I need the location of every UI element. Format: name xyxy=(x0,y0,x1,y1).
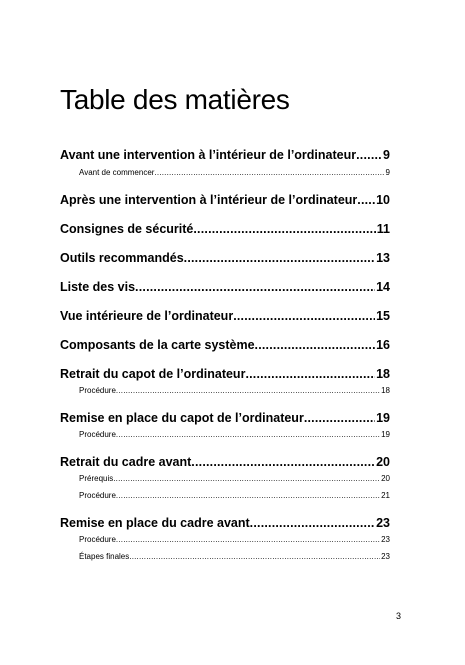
toc-entry[interactable] xyxy=(60,251,390,265)
toc-subentry[interactable] xyxy=(60,491,390,500)
toc-subentry-page: 23 xyxy=(381,535,390,544)
toc-entry-page: 11 xyxy=(376,222,390,236)
toc-subentry-label: Avant de commencer xyxy=(79,168,155,177)
toc-subentry-label: Procédure xyxy=(79,491,116,500)
toc-leader-dots xyxy=(250,516,375,530)
toc-leader-dots xyxy=(184,251,375,265)
toc-entry-label: Composants de la carte système xyxy=(60,338,255,352)
page-number: 3 xyxy=(396,611,402,621)
toc-subentry[interactable] xyxy=(60,535,390,544)
toc-entry[interactable] xyxy=(60,338,390,352)
toc-subentry[interactable] xyxy=(60,168,390,177)
toc-leader-dots xyxy=(193,222,375,236)
toc-entry-page: 19 xyxy=(376,411,390,425)
toc-entry[interactable] xyxy=(60,455,390,469)
toc-leader-dots xyxy=(304,411,375,425)
toc-leader-dots xyxy=(116,430,380,439)
toc-subentry-label: Procédure xyxy=(79,430,116,439)
toc-leader-dots xyxy=(191,455,375,469)
toc-entry[interactable] xyxy=(60,516,390,530)
toc-entry[interactable] xyxy=(60,280,390,294)
toc-leader-dots xyxy=(233,309,375,323)
toc-entry[interactable] xyxy=(60,309,390,323)
toc-subentry[interactable] xyxy=(60,552,390,561)
toc-leader-dots xyxy=(116,386,380,395)
toc-entry-page: 10 xyxy=(376,193,390,207)
toc-entry-page: 9 xyxy=(383,148,390,162)
toc-leader-dots xyxy=(356,148,382,162)
toc-subentry-page: 20 xyxy=(381,474,390,483)
toc-entry-label: Outils recommandés xyxy=(60,251,184,265)
toc-entry[interactable] xyxy=(60,222,390,236)
toc-subentry-page: 23 xyxy=(381,552,390,561)
toc-subentry-page: 21 xyxy=(381,491,390,500)
toc-subentry-label: Procédure xyxy=(79,535,116,544)
toc-leader-dots xyxy=(135,280,375,294)
toc-entry-page: 15 xyxy=(376,309,390,323)
toc-subentry[interactable] xyxy=(60,430,390,439)
toc-entry-label: Liste des vis xyxy=(60,280,136,294)
toc-leader-dots xyxy=(116,535,380,544)
toc-leader-dots xyxy=(255,338,376,352)
toc-leader-dots xyxy=(129,552,380,561)
toc-subentry-label: Étapes finales xyxy=(79,552,130,561)
toc-leader-dots xyxy=(245,367,375,381)
toc-entry-label: Consignes de sécurité xyxy=(60,222,194,236)
toc-entry-label: Avant une intervention à l’intérieur de l’ordinateur xyxy=(60,148,357,162)
toc-leader-dots xyxy=(154,168,384,177)
toc-entry-page: 23 xyxy=(376,516,390,530)
toc-entry[interactable] xyxy=(60,411,390,425)
toc-entry-label: Remise en place du capot de l’ordinateur xyxy=(60,411,304,425)
toc-entry-label: Remise en place du cadre avant xyxy=(60,516,250,530)
page-title: Table des matières xyxy=(60,84,290,115)
toc-entry-label: Retrait du cadre avant xyxy=(60,455,192,469)
toc-entry-page: 16 xyxy=(376,338,390,352)
toc-subentry-label: Procédure xyxy=(79,386,116,395)
toc-entry-label: Retrait du capot de l’ordinateur xyxy=(60,367,246,381)
toc-subentry-page: 19 xyxy=(381,430,390,439)
toc-entry-page: 18 xyxy=(376,367,390,381)
toc-subentry-label: Prérequis xyxy=(79,474,114,483)
toc-entry-label: Vue intérieure de l’ordinateur xyxy=(60,309,234,323)
toc-leader-dots xyxy=(113,474,380,483)
toc-entry-page: 14 xyxy=(376,280,390,294)
toc-entry-label: Après une intervention à l’intérieur de l’ordinateur xyxy=(60,193,358,207)
toc-entry[interactable] xyxy=(60,193,390,207)
toc-subentry-page: 9 xyxy=(385,168,390,177)
toc-entry-page: 13 xyxy=(376,251,390,265)
toc-subentry[interactable] xyxy=(60,474,390,483)
toc-subentry-page: 18 xyxy=(381,386,390,395)
toc-subentry[interactable] xyxy=(60,386,390,395)
toc-entry[interactable] xyxy=(60,367,390,381)
toc-entry-page: 20 xyxy=(376,455,390,469)
toc-leader-dots xyxy=(357,193,375,207)
toc-leader-dots xyxy=(116,491,380,500)
toc-entry[interactable] xyxy=(60,148,390,162)
